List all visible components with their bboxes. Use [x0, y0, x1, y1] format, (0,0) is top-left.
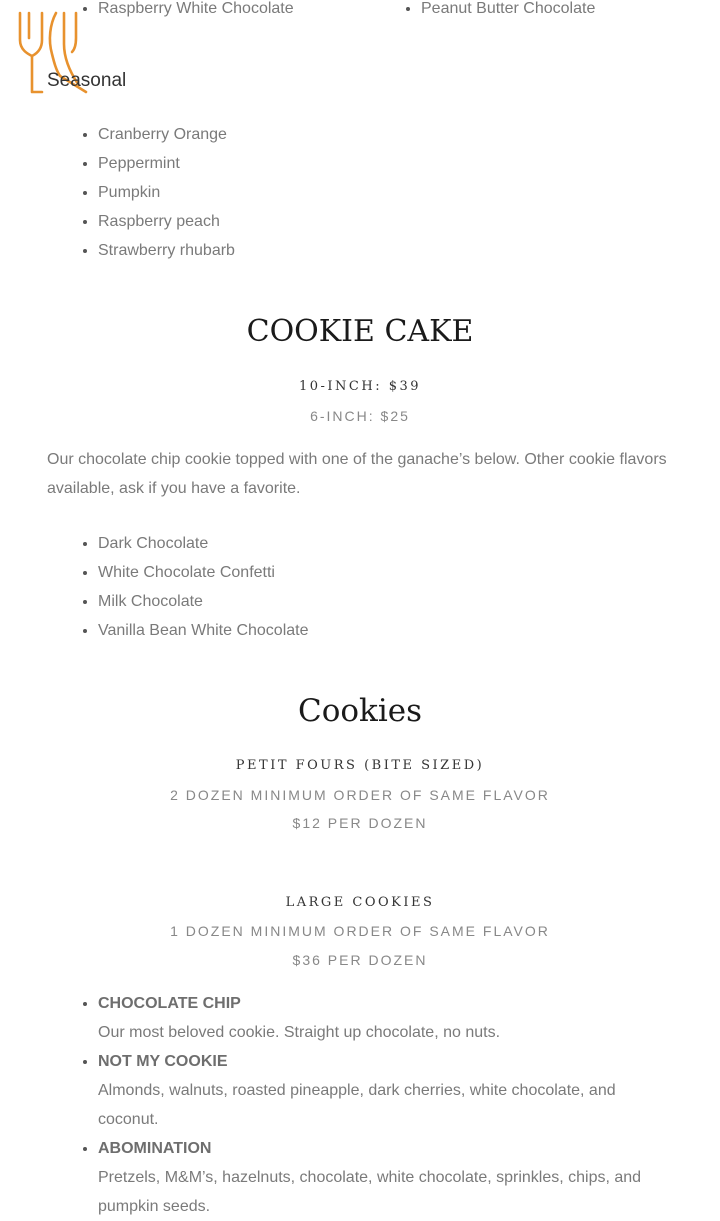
- cookie-name: ABOMINATION: [98, 1140, 212, 1157]
- flavor-list-col2: [421, 0, 595, 23]
- list-item: • Strawberry rhubarb: [98, 236, 235, 265]
- seasonal-list: [98, 120, 235, 265]
- seasonal-heading: Seasonal: [47, 70, 127, 91]
- cookie-description: Almonds, walnuts, roasted pineapple, dark cherries, white chocolate, and coconut.: [98, 1082, 616, 1128]
- cookie-cake-title: COOKIE CAKE: [246, 314, 474, 349]
- large-cookies-price: $36 PER DOZEN: [292, 952, 428, 968]
- cookie-name: NOT MY COOKIE: [98, 1053, 228, 1070]
- top-flavor-row: [98, 0, 698, 23]
- petit-fours-minimum: 2 DOZEN MINIMUM ORDER OF SAME FLAVOR: [170, 787, 550, 803]
- list-item: • Milk Chocolate: [98, 587, 309, 616]
- petit-fours-price: $12 PER DOZEN: [292, 815, 428, 831]
- ganache-list: [98, 529, 309, 645]
- cookie-description: Pretzels, M&M’s, hazelnuts, chocolate, white chocolate, sprinkles, chips, and pumpkin seeds.: [98, 1169, 642, 1215]
- flavor-list-col1: [98, 0, 294, 23]
- list-item: • Vanilla Bean White Chocolate: [98, 616, 309, 645]
- large-cookies-minimum: 1 DOZEN MINIMUM ORDER OF SAME FLAVOR: [170, 923, 550, 939]
- large-cookies-label: LARGE COOKIES: [285, 895, 435, 910]
- list-item: [98, 1047, 678, 1134]
- cookie-flavor-list: [98, 989, 678, 1221]
- petit-fours-label: PETIT FOURS (BITE SIZED): [235, 758, 485, 773]
- list-item: [98, 989, 678, 1047]
- cookie-cake-description: Our chocolate chip cookie topped with one of the ganache’s below. Other cookie flavors available, ask if you have a favorite.: [47, 451, 667, 497]
- list-item: • Pumpkin: [98, 178, 235, 207]
- price-6-inch: 6-INCH: $25: [310, 408, 410, 424]
- list-item: • Peanut Butter Chocolate: [421, 0, 595, 23]
- list-item: • Peppermint: [98, 149, 235, 178]
- list-item: • Cranberry Orange: [98, 120, 235, 149]
- cookie-description: Our most beloved cookie. Straight up chocolate, no nuts.: [98, 1024, 501, 1041]
- price-10-inch: 10-INCH: $39: [298, 379, 422, 394]
- cookie-name: CHOCOLATE CHIP: [98, 995, 241, 1012]
- list-item: [98, 1134, 678, 1221]
- list-item: • White Chocolate Confetti: [98, 558, 309, 587]
- list-item: • Raspberry peach: [98, 207, 235, 236]
- list-item: • Dark Chocolate: [98, 529, 309, 558]
- list-item: • Raspberry White Chocolate: [98, 0, 294, 23]
- cookies-title: Cookies: [298, 693, 422, 729]
